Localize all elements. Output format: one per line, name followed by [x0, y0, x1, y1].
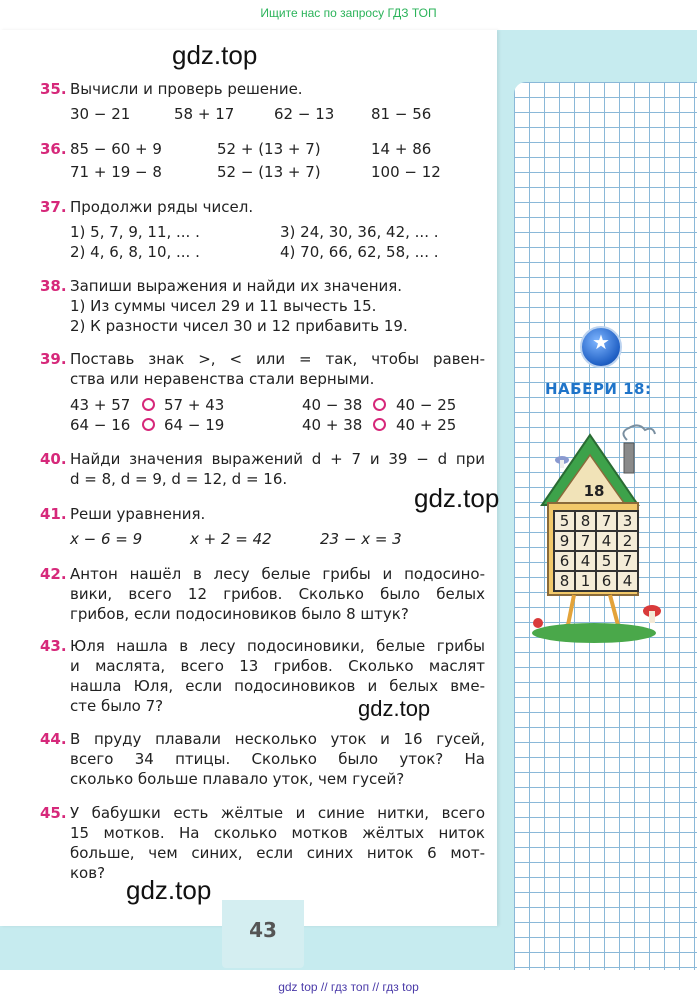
- exercise-line: Найди значения выражений d + 7 и 39 − d при: [70, 450, 485, 468]
- exercise-number: 40.: [40, 450, 67, 468]
- expression: 40 + 38: [302, 416, 363, 434]
- magic-cell: 6: [596, 571, 617, 591]
- exercise-line: В пруду плавали несколько уток и 16 гусей,: [70, 730, 485, 748]
- exercise-39: [40, 350, 485, 436]
- exercise-line: d = 8, d = 9, d = 12, d = 16.: [70, 470, 288, 488]
- exercise-line: вики, всего 12 грибов. Сколько было белых: [70, 585, 485, 603]
- watermark: gdz.top: [414, 483, 500, 513]
- magic-cell: 7: [596, 511, 617, 531]
- expression: 40 + 25: [396, 416, 457, 434]
- compare-circle[interactable]: [373, 398, 386, 411]
- magic-cell: 4: [617, 571, 638, 591]
- sidebar-title: НАБЕРИ 18:: [545, 380, 652, 398]
- expression: 100 − 12: [371, 163, 441, 181]
- star-badge-icon: ★: [580, 326, 622, 368]
- compare-circle[interactable]: [373, 418, 386, 431]
- magic-square: [553, 510, 639, 592]
- exercise-42: [40, 565, 485, 625]
- exercise-line: и маслята, всего 13 грибов. Сколько маслят: [70, 657, 485, 675]
- exercise-41: [40, 505, 485, 550]
- exercise-number: 38.: [40, 277, 67, 295]
- compare-circle[interactable]: [142, 398, 155, 411]
- expression: 52 − (13 + 7): [217, 163, 321, 181]
- exercise-37: [40, 198, 485, 263]
- magic-cell: 3: [617, 511, 638, 531]
- exercise-line: больше, чем синих, если синих ниток 6 мот-: [70, 844, 485, 862]
- exercise-line: ства или неравенства стали верными.: [70, 370, 375, 388]
- expression: 30 − 21: [70, 105, 131, 123]
- watermark: gdz.top: [172, 40, 258, 70]
- expression: 62 − 13: [274, 105, 335, 123]
- magic-cell: 7: [575, 531, 596, 551]
- exercise-36: [40, 140, 485, 183]
- page-number: 43: [249, 918, 277, 942]
- expression: 43 + 57: [70, 396, 131, 414]
- exercise-line: Антон нашёл в лесу белые грибы и подосино-: [70, 565, 485, 583]
- exercise-44: [40, 730, 485, 790]
- expression: 58 + 17: [174, 105, 235, 123]
- magic-cell: 4: [596, 531, 617, 551]
- exercise-line: 2) К разности чисел 30 и 12 прибавить 19.: [70, 317, 408, 335]
- top-banner: Ищите нас по запросу ГДЗ ТОП: [260, 6, 437, 20]
- exercise-number: 45.: [40, 804, 67, 822]
- magic-cell: 5: [554, 511, 575, 531]
- exercise-number: 39.: [40, 350, 67, 368]
- equation: 23 − x = 3: [320, 530, 402, 548]
- expression: 57 + 43: [164, 396, 225, 414]
- bottom-banner: gdz top // гдз топ // гдз top: [278, 980, 419, 994]
- exercise-number: 36.: [40, 140, 67, 158]
- exercise-43: [40, 637, 485, 717]
- magic-cell: 7: [617, 551, 638, 571]
- exercise-line: Юля нашла в лесу подосиновики, белые грибы: [70, 637, 485, 655]
- number-series: 2) 4, 6, 8, 10, ... .: [70, 243, 200, 261]
- exercise-line: сте было 7?: [70, 697, 164, 715]
- exercise-40: [40, 450, 485, 490]
- exercise-number: 43.: [40, 637, 67, 655]
- expression: 40 − 38: [302, 396, 363, 414]
- exercise-line: Поставь знак >, < или = так, чтобы равен-: [70, 350, 485, 368]
- exercise-line: 1) Из суммы чисел 29 и 11 вычесть 15.: [70, 297, 377, 315]
- magic-cell: 9: [554, 531, 575, 551]
- exercise-line: нашла Юля, если подосиновиков и белых вме-: [70, 677, 485, 695]
- exercise-title: Запиши выражения и найди их значения.: [70, 277, 403, 295]
- exercise-line: 15 мотков. На сколько мотков жёлтых ниток: [70, 824, 485, 842]
- exercise-45: [40, 804, 485, 884]
- equation: x + 2 = 42: [190, 530, 272, 548]
- exercise-35: [40, 80, 485, 125]
- exercise-number: 44.: [40, 730, 67, 748]
- compare-circle[interactable]: [142, 418, 155, 431]
- expression: 71 + 19 − 8: [70, 163, 162, 181]
- exercise-title: Продолжи ряды чисел.: [70, 198, 254, 216]
- watermark: gdz.top: [358, 696, 431, 721]
- exercise-title: Реши уравнения.: [70, 505, 206, 523]
- exercise-38: [40, 277, 485, 337]
- expression: 64 − 19: [164, 416, 225, 434]
- expression: 85 − 60 + 9: [70, 140, 162, 158]
- magic-cell: 8: [554, 571, 575, 591]
- exercise-line: У бабушки есть жёлтые и синие нитки, всего: [70, 804, 485, 822]
- exercise-line: сколько больше плавало уток, чем гусей?: [70, 770, 405, 788]
- exercise-number: 42.: [40, 565, 67, 583]
- exercise-title: Вычисли и проверь решение.: [70, 80, 303, 98]
- exercise-number: 35.: [40, 80, 67, 98]
- exercise-number: 37.: [40, 198, 67, 216]
- exercise-number: 41.: [40, 505, 67, 523]
- expression: 40 − 25: [396, 396, 457, 414]
- equation: x − 6 = 9: [70, 530, 143, 548]
- number-series: 4) 70, 66, 62, 58, ... .: [280, 243, 439, 261]
- exercise-line: грибов, если подосиновиков было 8 штук?: [70, 605, 409, 623]
- expression: 81 − 56: [371, 105, 432, 123]
- number-series: 3) 24, 30, 36, 42, ... .: [280, 223, 439, 241]
- magic-cell: 8: [575, 511, 596, 531]
- magic-cell: 5: [596, 551, 617, 571]
- house-sign: 18: [583, 482, 605, 500]
- expression: 14 + 86: [371, 140, 432, 158]
- expression: 52 + (13 + 7): [217, 140, 321, 158]
- exercise-line: всего 34 птицы. Сколько было уток? На: [70, 750, 485, 768]
- magic-cell: 2: [617, 531, 638, 551]
- magic-cell: 1: [575, 571, 596, 591]
- magic-cell: 4: [575, 551, 596, 571]
- number-series: 1) 5, 7, 9, 11, ... .: [70, 223, 200, 241]
- magic-cell: 6: [554, 551, 575, 571]
- watermark: gdz.top: [126, 875, 212, 905]
- expression: 64 − 16: [70, 416, 131, 434]
- exercise-line: ков?: [70, 864, 106, 882]
